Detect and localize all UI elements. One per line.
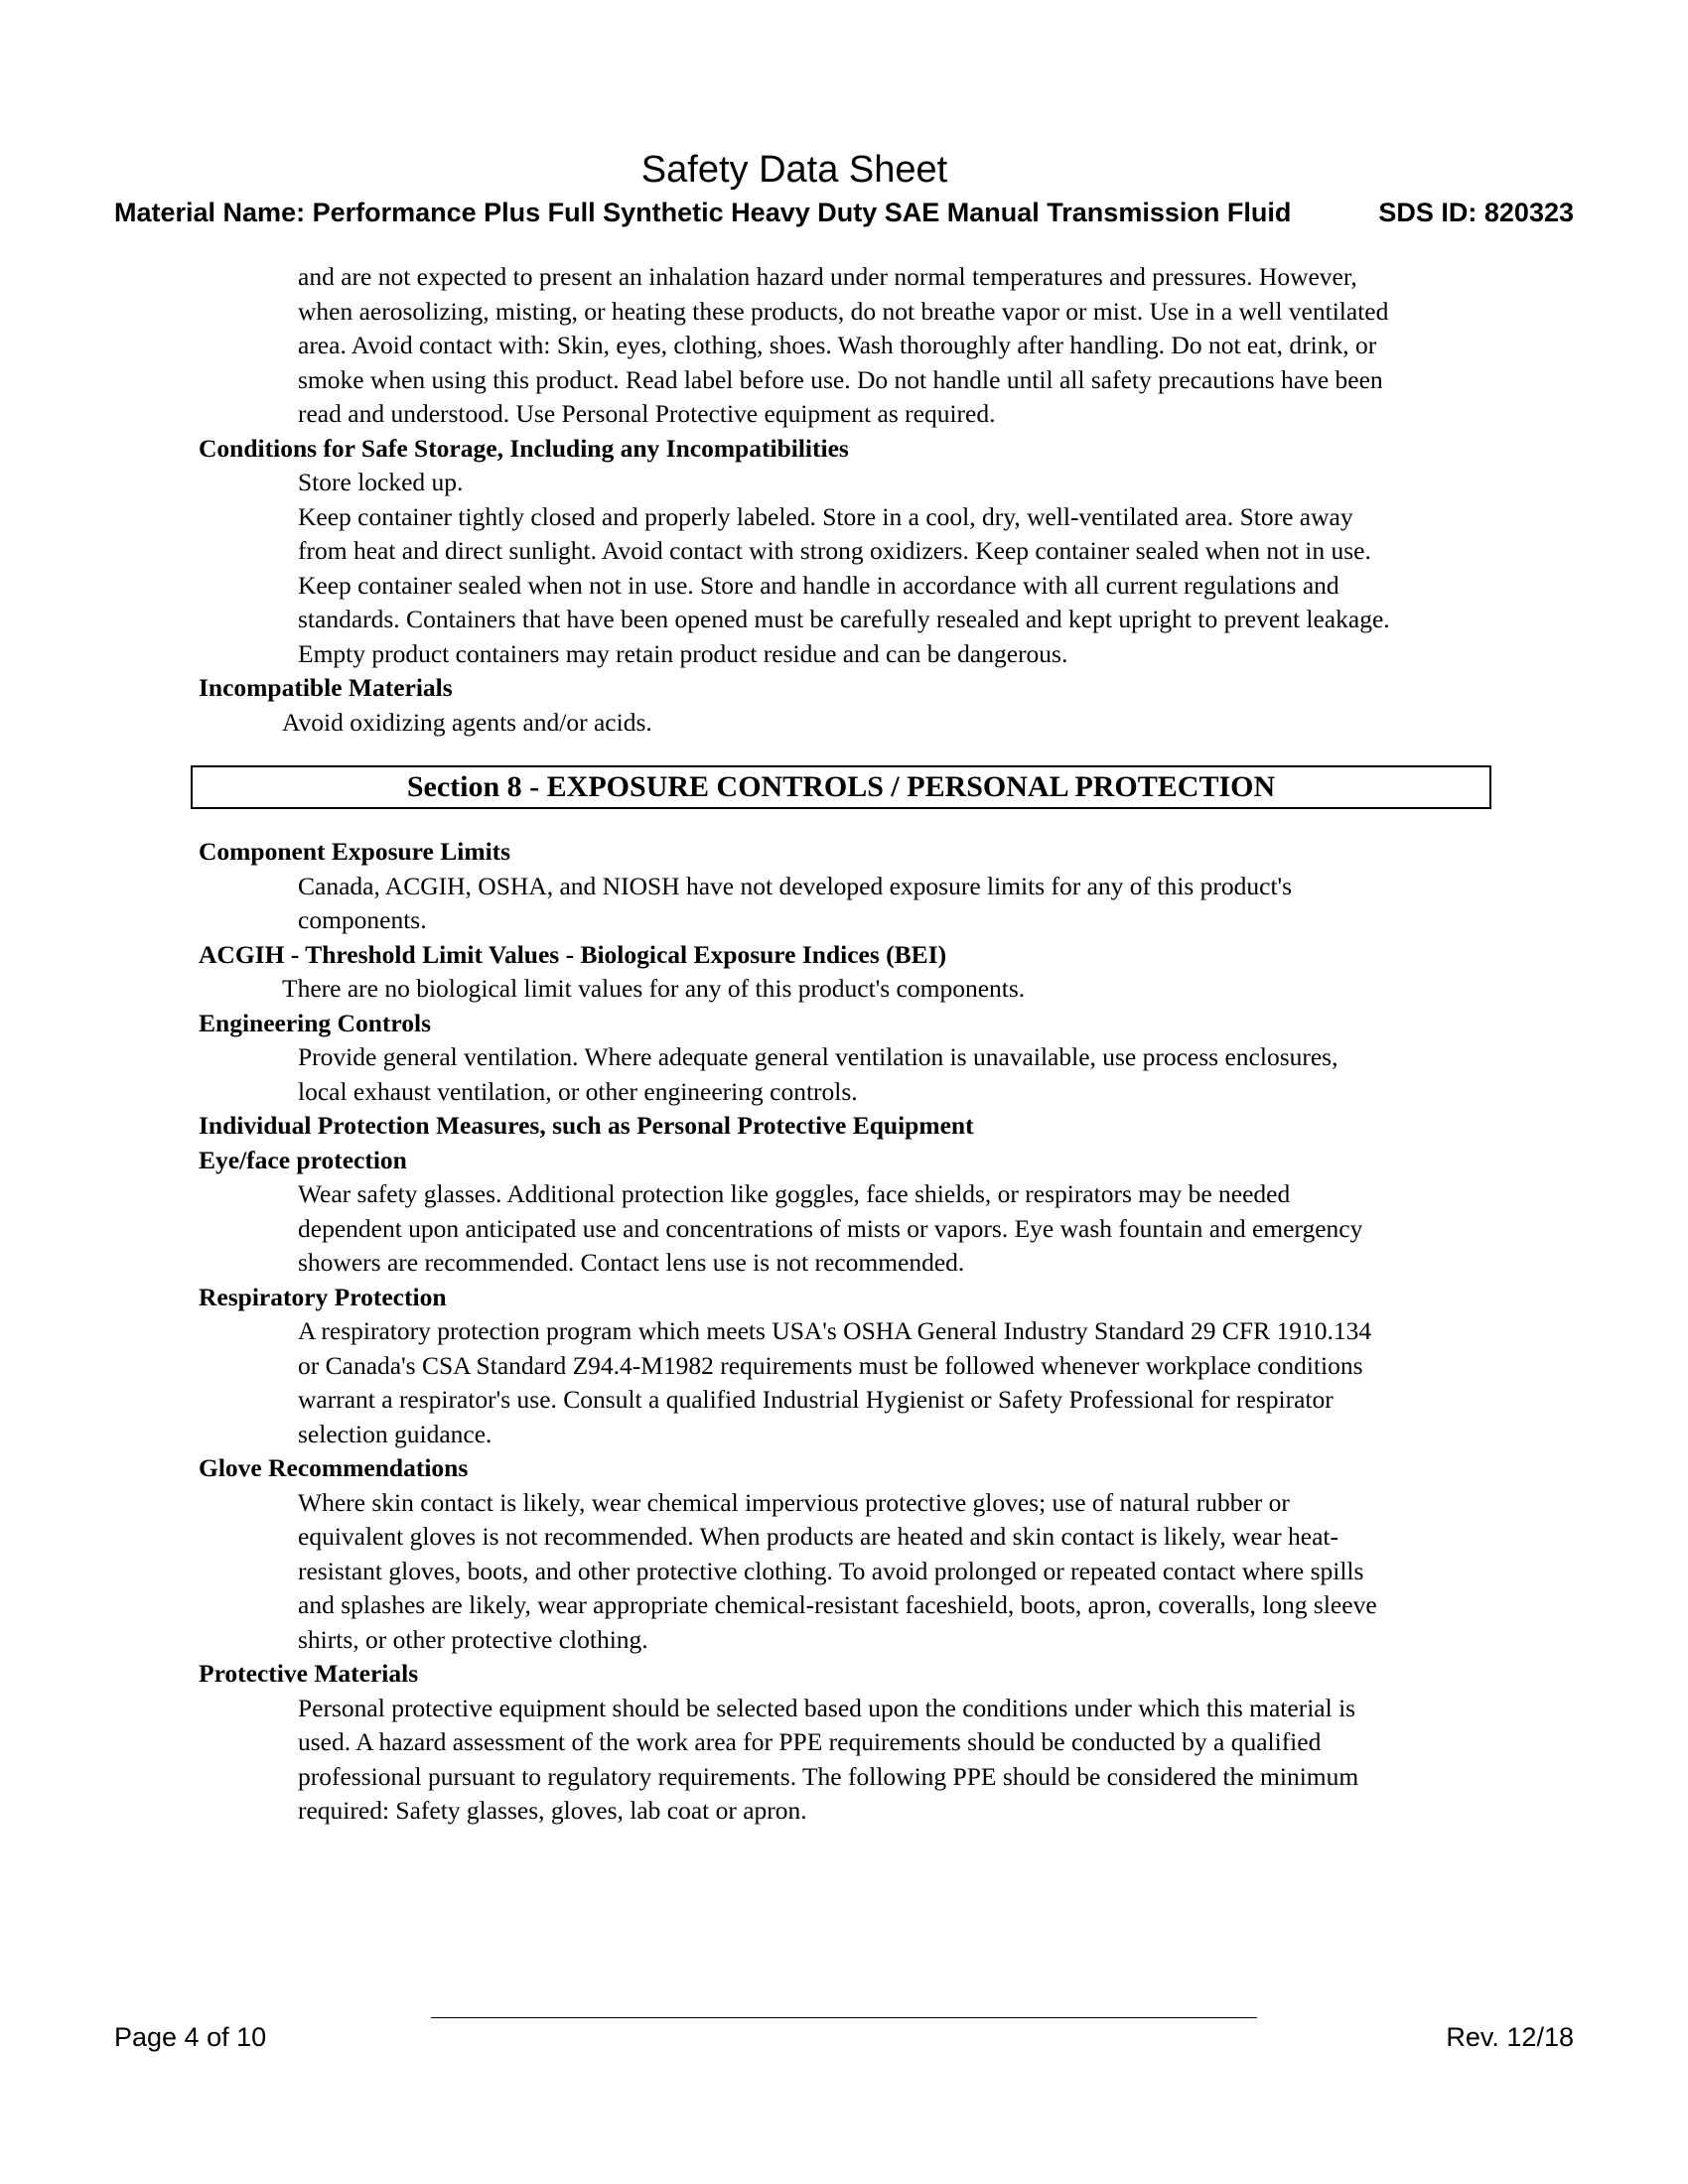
footer-divider <box>431 2017 1257 2018</box>
body-line: Where skin contact is likely, wear chemical impervious protective gloves; use of natural rubber or <box>298 1487 1290 1517</box>
body-line: or Canada's CSA Standard Z94.4-M1982 requirements must be followed whenever workplace conditions <box>298 1350 1363 1380</box>
body-line: showers are recommended. Contact lens use is not recommended. <box>298 1248 965 1277</box>
revision-label: Rev. 12/18 <box>1446 2022 1574 2052</box>
eye-protection-heading: Eye/face protection <box>199 1145 407 1174</box>
document-body <box>199 260 1509 1829</box>
body-line: shirts, or other protective clothing. <box>298 1624 648 1654</box>
body-line: and splashes are likely, wear appropriate chemical-resistant faceshield, boots, apron, coveralls, long sleeve <box>298 1590 1377 1619</box>
individual-protection-heading: Individual Protection Measures, such as Personal Protective Equipment <box>199 1111 974 1140</box>
body-line: professional pursuant to regulatory requirements. The following PPE should be considered the minimum <box>298 1761 1359 1791</box>
body-line: local exhaust ventilation, or other engineering controls. <box>298 1076 858 1106</box>
body-line: from heat and direct sunlight. Avoid contact with strong oxidizers. Keep container sealed when not in use. <box>298 536 1371 565</box>
respiratory-heading: Respiratory Protection <box>199 1282 447 1311</box>
body-line: area. Avoid contact with: Skin, eyes, clothing, shoes. Wash thoroughly after handling. Do not eat, drink, or <box>298 331 1377 359</box>
body-line: when aerosolizing, misting, or heating these products, do not breathe vapor or mist. Use in a well ventilated <box>298 296 1389 326</box>
body-line: read and understood. Use Personal Protective equipment as required. <box>298 399 996 428</box>
body-line: Empty product containers may retain product residue and can be dangerous. <box>298 638 1068 668</box>
engineering-heading: Engineering Controls <box>199 1008 432 1037</box>
body-line: used. A hazard assessment of the work area for PPE requirements should be conducted by a qualified <box>298 1727 1322 1756</box>
body-line: required: Safety glasses, gloves, lab coat or apron. <box>298 1796 807 1825</box>
body-line: equivalent gloves is not recommended. When products are heated and skin contact is likely, wear heat- <box>298 1522 1338 1551</box>
body-line: There are no biological limit values for any of this product's components. <box>282 974 1026 1003</box>
body-line: Wear safety glasses. Additional protection like goggles, face shields, or respirators may be needed <box>298 1179 1291 1208</box>
section-8-title: Section 8 - EXPOSURE CONTROLS / PERSONAL PROTECTION <box>191 765 1491 809</box>
body-line: components. <box>298 905 427 934</box>
body-line: Keep container tightly closed and properly labeled. Store in a cool, dry, well-ventilated area. Store away <box>298 501 1353 531</box>
storage-heading: Conditions for Safe Storage, Including any Incompatibilities <box>199 433 849 463</box>
bei-heading: ACGIH - Threshold Limit Values - Biological Exposure Indices (BEI) <box>199 939 947 969</box>
body-line: Store locked up. <box>298 468 464 496</box>
body-line: Provide general ventilation. Where adequate general ventilation is unavailable, use process enclosures, <box>298 1042 1338 1071</box>
incompatible-heading: Incompatible Materials <box>199 673 453 702</box>
body-line: Avoid oxidizing agents and/or acids. <box>282 707 652 737</box>
sds-id: SDS ID: 820323 <box>1378 198 1574 227</box>
glove-heading: Glove Recommendations <box>199 1453 469 1482</box>
body-line: selection guidance. <box>298 1419 492 1448</box>
page-number: Page 4 of 10 <box>114 2022 267 2052</box>
component-limits-heading: Component Exposure Limits <box>199 837 511 866</box>
material-name: Material Name: Performance Plus Full Synthetic Heavy Duty SAE Manual Transmission Fluid <box>114 198 1292 227</box>
body-line: resistant gloves, boots, and other protective clothing. To avoid prolonged or repeated contact where spills <box>298 1556 1364 1585</box>
body-line: Personal protective equipment should be selected based upon the conditions under which this material is <box>298 1693 1356 1722</box>
document-title: Safety Data Sheet <box>640 149 948 191</box>
body-line: smoke when using this product. Read label before use. Do not handle until all safety precautions have been <box>298 364 1383 394</box>
body-line: dependent upon anticipated use and concentrations of mists or vapors. Eye wash fountain and emergency <box>298 1213 1363 1243</box>
body-line: and are not expected to present an inhalation hazard under normal temperatures and pressures. However, <box>298 262 1357 291</box>
body-line: Canada, ACGIH, OSHA, and NIOSH have not developed exposure limits for any of this product's <box>298 871 1293 900</box>
protective-materials-heading: Protective Materials <box>199 1659 419 1688</box>
body-line: A respiratory protection program which meets USA's OSHA General Industry Standard 29 CFR 1910.134 <box>298 1316 1372 1345</box>
body-line: Keep container sealed when not in use. Store and handle in accordance with all current regulations and <box>298 570 1339 600</box>
body-line: warrant a respirator's use. Consult a qualified Industrial Hygienist or Safety Professional for respirator <box>298 1385 1334 1414</box>
body-line: standards. Containers that have been opened must be carefully resealed and kept upright to prevent leakage. <box>298 605 1390 633</box>
